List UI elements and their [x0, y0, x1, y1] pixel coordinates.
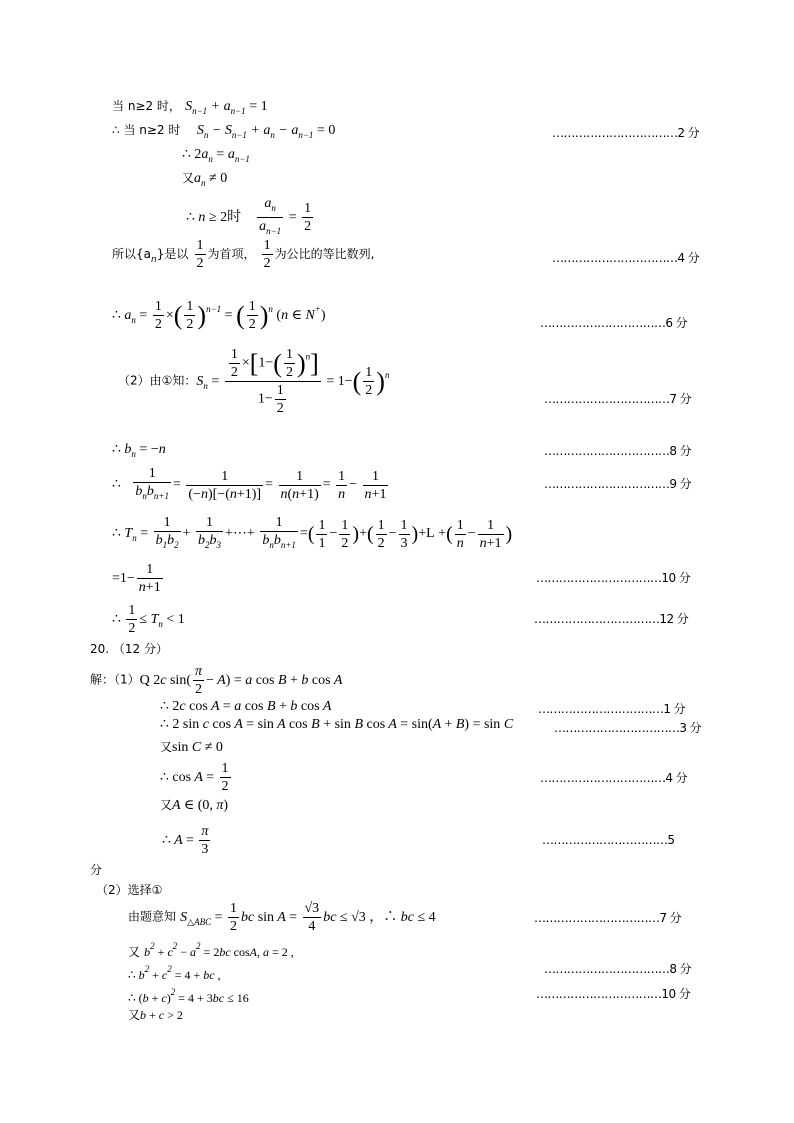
- dot-leader: ……………………………12 分: [534, 612, 689, 626]
- score-mark: 8 分: [669, 962, 692, 976]
- score-mark: 10 分: [661, 987, 691, 1001]
- score-mark: 9 分: [669, 477, 692, 491]
- line-13-formula: ∴ $\frac{1}{2}$ ≤ $T_n < 1$: [112, 603, 185, 636]
- line-19: [160, 797, 228, 814]
- line-9: [112, 442, 166, 462]
- line-19-prefix: 又: [160, 798, 173, 812]
- line-23-formula: $b^2 + c^2 - a^2 = 2bc$ cosA, a = 2 ,: [144, 941, 294, 959]
- line-13: [112, 602, 185, 637]
- line-10-formula: ∴ $\frac{1}{b_nb_{n+1}}$ = $\frac{1}{(-n)[-(n+1)]}$ = $\frac{1}{n(n+1)}$ = $\frac{1}{n}$ − $\frac{1}{n+1}$: [112, 466, 387, 502]
- line-3: [182, 147, 250, 167]
- line-2-formula: $S_n - S_{n-1} + a_n - a_{n-1} = 0$: [196, 123, 336, 140]
- dot-leader: ……………………………4 分: [540, 771, 688, 785]
- line-6-text-b: }是以: [156, 247, 189, 261]
- line-22: [128, 900, 436, 935]
- line-6-sub: n: [151, 255, 157, 265]
- score-mark: 8 分: [669, 444, 692, 458]
- line-14-prefix: 解：（1）: [90, 672, 140, 687]
- line-20-formula: ∴ A = $\frac{\pi}{3}$: [162, 824, 209, 857]
- line-17-prefix: 又: [160, 740, 173, 754]
- line-6-text-c: 为首项，: [207, 247, 256, 261]
- line-2: [112, 122, 335, 143]
- line-6-text-a: 所以{a: [112, 247, 151, 261]
- line-14: [90, 663, 342, 698]
- score-mark: 12 分: [659, 612, 689, 626]
- score-mark: 10 分: [661, 571, 691, 585]
- line-24: [128, 961, 221, 984]
- score-mark: 7 分: [669, 392, 692, 406]
- line-25-formula: ∴ $(b + c)^2 = 4 + 3bc \le 16$: [128, 987, 249, 1005]
- line-11: [112, 514, 512, 554]
- line-1-prefix: 当 n≥2 时，: [112, 99, 181, 113]
- line-1-formula: $S_{n-1} + a_{n-1} = 1$: [185, 99, 268, 116]
- score-mark: 6 分: [665, 316, 688, 330]
- score-mark: 4 分: [677, 251, 700, 265]
- line-8: [118, 346, 389, 417]
- line-12-formula: =1− $\frac{1}{n+1}$: [112, 562, 161, 595]
- line-11-formula: ∴ $T_n$ = $\frac{1}{b_1b_2}$ + $\frac{1}{b_2b_3}$ +⋯+ $\frac{1}{b_nb_{n+1}}$ =( $\frac{1}{1}$ − $\frac{1}{2}$ )+( $\frac{1}{2}$ − $\frac{1}{3}$ )+L +( $\frac{1}{n}$ − $\frac{1}{n+1}$ ): [112, 515, 513, 551]
- dot-leader: ……………………………10 分: [536, 987, 691, 1001]
- line-20: [162, 823, 212, 858]
- line-22-prefix: 由题意知: [128, 909, 177, 924]
- line-5: [186, 195, 315, 240]
- dot-leader: ……………………………4 分: [552, 251, 700, 265]
- line-17: [160, 739, 223, 756]
- line-2-prefix: ∴ 当 n≥2 时: [112, 123, 181, 137]
- dot-leader: ……………………………6 分: [540, 316, 688, 330]
- dot-leader: ……………………………2 分: [552, 126, 700, 140]
- dot-leader: ……………………………1 分: [538, 702, 686, 716]
- line-4-formula: $a_n \ne 0$: [194, 171, 228, 188]
- line-16-formula: ∴ 2 sin c cos A = sin A cos B + sin B cos A = sin(A + B) = sin C: [160, 717, 514, 732]
- dot-leader: ……………………………8 分: [544, 444, 692, 458]
- line-23: [128, 938, 294, 961]
- line-4-prefix: 又: [182, 171, 195, 185]
- line-1: [112, 98, 268, 119]
- line-7-formula: ∴ $a_n$ = $\frac{1}{2}$ ×( $\frac{1}{2}$ )$^{n-1}$ = ( $\frac{1}{2}$ )$^n$ (n ∈ N+): [112, 299, 326, 332]
- line-26-prefix: 又: [128, 1008, 141, 1022]
- line-18-formula: ∴ cos A = $\frac{1}{2}$: [160, 761, 229, 794]
- dot-leader: ……………………………9 分: [544, 477, 692, 491]
- line-22-formula: $S_{\triangle ABC}$ = $\frac{1}{2}$ bc sin A = $\frac{√3}{4}$ bc ≤ √3 ，∴ bc ≤ 4: [180, 901, 436, 934]
- dot-leader: ……………………………5: [542, 833, 675, 847]
- dot-leader: ……………………………7 分: [544, 392, 692, 406]
- score-mark: 1 分: [663, 702, 686, 716]
- dot-leader: ……………………………8 分: [544, 962, 692, 976]
- line-26-formula: b + c > 2: [140, 1008, 183, 1022]
- line-7: [112, 298, 326, 333]
- line-17-formula: sin C ≠ 0: [172, 740, 223, 755]
- score-mark: 2 分: [677, 126, 700, 140]
- line-24-formula: ∴ $b^2 + c^2 = 4$ + bc ,: [128, 964, 221, 982]
- line-19-formula: A ∈ (0, π): [172, 798, 229, 813]
- dot-leader: ……………………………3 分: [554, 721, 702, 735]
- line-6-text-d: 为公比的等比数列,: [274, 247, 375, 261]
- dot-leader: ……………………………7 分: [534, 911, 682, 925]
- score-mark: 3 分: [679, 721, 702, 735]
- dot-leader: ……………………………10 分: [536, 571, 691, 585]
- problem-20-header: 20. （12 分）: [90, 642, 168, 656]
- line-18: [160, 760, 233, 795]
- line-8-formula: $S_n$ = $\frac{1}{2}$ ×[1−( $\frac{1}{2}$ )$^n$] 1− $\frac{1}{2}$ = 1−( $\frac{1}{2}$ )$^n$: [196, 347, 390, 416]
- score-mark: 7 分: [659, 911, 682, 925]
- line-12: [112, 561, 165, 596]
- score-unit-wrapped: 分: [90, 863, 103, 877]
- line-15: [160, 699, 331, 715]
- line-10: [112, 465, 390, 505]
- score-mark: 4 分: [665, 771, 688, 785]
- line-15-formula: ∴ 2c cos A = a cos B + b cos A: [160, 699, 332, 714]
- line-6: 所以$\{a_n\}$是以 $\frac{1}{2}$ 为首项， $\frac{1}{2}$ 为公比的等比数列,: [112, 238, 375, 271]
- line-4: [182, 170, 227, 191]
- line-21: （2）选择①: [96, 883, 163, 897]
- line-16: [160, 717, 513, 733]
- line-14-formula: Q 2c sin( $\frac{\pi}{2}$ − A) = a cos B + b cos A: [139, 664, 343, 697]
- line-26: [128, 1007, 183, 1024]
- line-25: [128, 984, 249, 1007]
- line-8-prefix: （2）由①知：: [118, 373, 197, 388]
- line-9-formula: ∴ $b_n = -n$: [112, 442, 166, 459]
- line-23-prefix: 又: [128, 945, 141, 959]
- score-mark: 5: [667, 833, 675, 847]
- line-3-formula: ∴ $2a_n = a_{n-1}$: [182, 147, 250, 164]
- line-5-formula: ∴ n ≥ 2时 $\frac{a_n}{a_{n-1}}$ = $\frac{1}{2}$: [186, 196, 312, 236]
